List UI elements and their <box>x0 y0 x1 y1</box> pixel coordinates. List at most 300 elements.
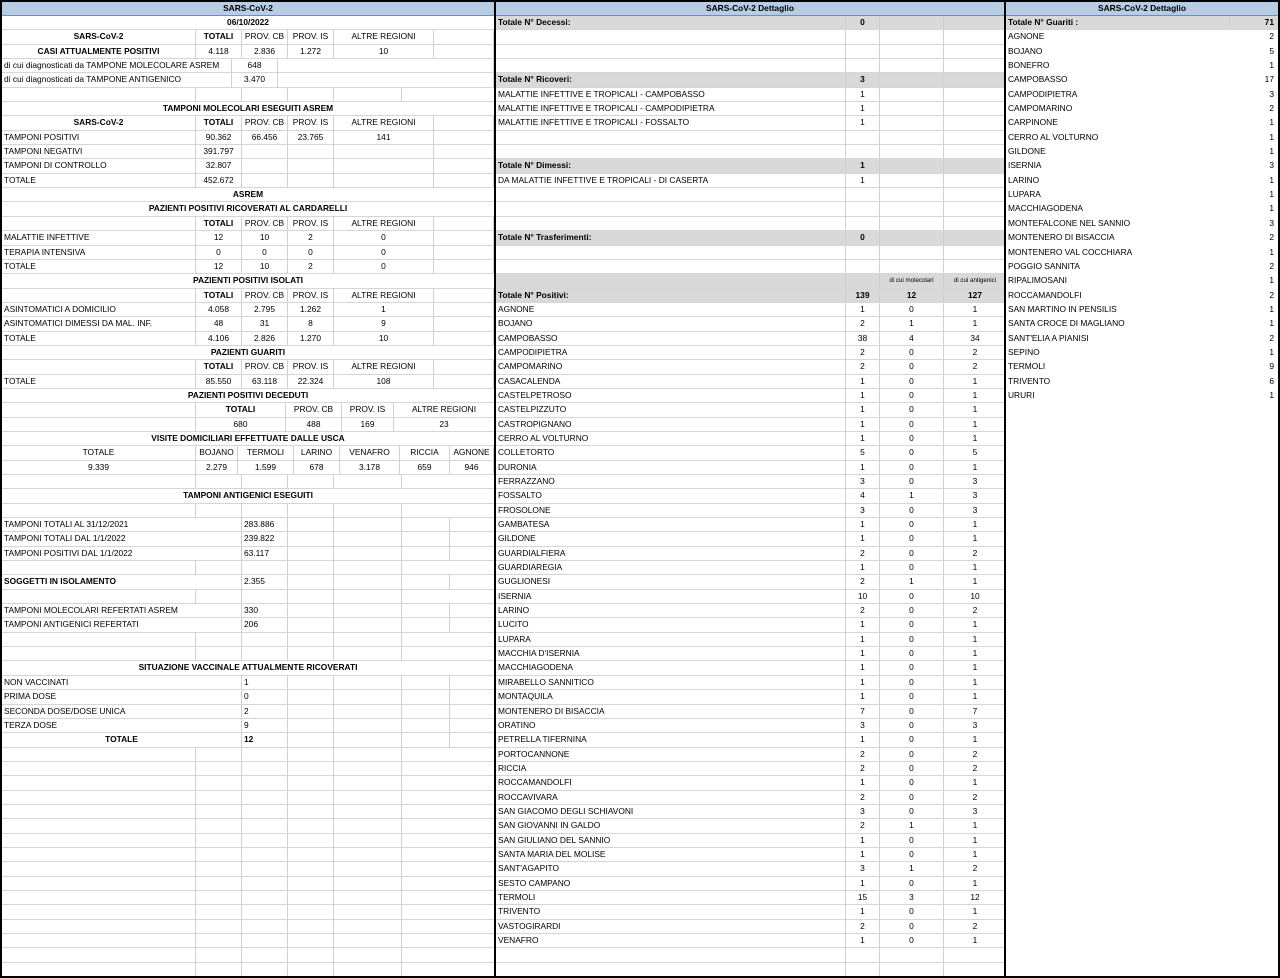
left-table <box>2 16 494 977</box>
comune-totale: 1 <box>846 403 880 416</box>
comune-row <box>1006 231 1278 245</box>
empty-cell <box>196 475 242 488</box>
comune-name: AGNONE <box>1008 31 1045 42</box>
empty-cell <box>2 834 196 847</box>
row-label: ASINTOMATICI A DOMICILIO <box>2 303 196 316</box>
antigenici-row <box>2 518 494 532</box>
empty-cell <box>2 633 196 646</box>
value: 2.355 <box>242 575 288 588</box>
empty-cell <box>496 145 846 158</box>
row-label: TAMPONI MOLECOLARI REFERTATI ASREM <box>2 604 242 617</box>
empty-cell <box>880 88 944 101</box>
row-label: TOTALE <box>2 332 196 345</box>
section-title: TAMPONI MOLECOLARI ESEGUITI ASREM <box>162 103 334 114</box>
empty-cell <box>434 260 494 273</box>
comune-guariti: 1 <box>1269 117 1274 128</box>
empty-cell <box>402 561 496 574</box>
comune-antigenici: 1 <box>972 906 978 917</box>
empty-cell <box>434 159 494 172</box>
guariti-value: 71 <box>1264 17 1274 27</box>
empty-cell <box>288 791 334 804</box>
empty-cell <box>402 819 496 832</box>
comune-name: CASACALENDA <box>496 375 846 388</box>
comune-molecolari: 0 <box>880 375 944 388</box>
empty-cell <box>242 762 288 775</box>
empty-cell <box>450 532 494 545</box>
empty-cell <box>846 202 880 215</box>
comune-name: LUCITO <box>496 618 846 631</box>
empty-cell <box>2 877 196 890</box>
empty-cell <box>402 891 496 904</box>
empty-cell <box>402 475 496 488</box>
empty-cell <box>242 776 288 789</box>
empty-cell <box>334 862 402 875</box>
comune-row <box>496 375 1004 389</box>
empty-cell <box>2 748 196 761</box>
empty-cell <box>450 575 494 588</box>
comune-totale: 2 <box>846 547 880 560</box>
value-totali: 4.118 <box>196 45 242 58</box>
comune-name: SESTO CAMPANO <box>496 877 846 890</box>
empty-cell <box>944 963 1006 976</box>
comune-row <box>496 504 1004 518</box>
empty-cell <box>334 748 402 761</box>
comune-totale: 1 <box>846 834 880 847</box>
comune-antigenici: 2 <box>972 748 978 759</box>
value-prov-cb: 31 <box>242 317 288 330</box>
empty-cell <box>334 791 402 804</box>
value-prov-cb: 66.456 <box>242 131 288 144</box>
empty-cell <box>402 948 496 961</box>
empty-cell <box>944 131 1006 144</box>
empty-cell <box>434 317 494 330</box>
comune-molecolari: 0 <box>880 776 944 789</box>
comune-name: CAMPOMARINO <box>1008 103 1073 114</box>
comune-row <box>1006 145 1278 159</box>
comune-row <box>496 690 1004 704</box>
empty-cell <box>196 590 242 603</box>
spacer-row <box>2 948 494 962</box>
value-totali: 452.672 <box>196 174 242 187</box>
empty-cell <box>196 791 242 804</box>
tamponi-row <box>2 159 494 173</box>
comune-name: MONTENERO VAL COCCHIARA <box>1008 246 1133 257</box>
empty-cell <box>402 877 496 890</box>
spacer-row <box>2 561 494 575</box>
empty-cell <box>880 260 944 273</box>
comune-guariti: 1 <box>1269 346 1274 357</box>
empty-cell <box>434 303 494 316</box>
ricoveri-label: Totale N° Ricoveri: <box>496 73 846 86</box>
empty-cell <box>196 762 242 775</box>
empty-cell <box>242 920 288 933</box>
value-altre-regioni <box>334 174 434 187</box>
empty-cell <box>242 877 288 890</box>
comune-row <box>496 317 1004 331</box>
comune-name: MIRABELLO SANNITICO <box>496 676 846 689</box>
empty-cell <box>402 762 496 775</box>
comune-row <box>496 360 1004 374</box>
row-label: TERAPIA INTENSIVA <box>2 246 196 259</box>
comune-name: FERRAZZANO <box>496 475 846 488</box>
empty-cell <box>334 633 402 646</box>
column-header-prov-is: PROV. IS <box>288 116 334 129</box>
comune-antigenici: 1 <box>972 404 978 415</box>
comune-name: COLLETORTO <box>496 446 846 459</box>
comune-molecolari: 1 <box>880 819 944 832</box>
comune-row <box>1006 159 1278 173</box>
section-title-row <box>2 202 494 216</box>
comune-totale: 2 <box>846 748 880 761</box>
comune-guariti: 2 <box>1269 289 1274 300</box>
right-table <box>1006 16 1278 403</box>
value: 3.470 <box>232 73 278 86</box>
empty-cell <box>2 848 196 861</box>
empty-cell <box>334 475 402 488</box>
value-altre-regioni <box>334 145 434 158</box>
row-label: TOTALE <box>2 174 196 187</box>
comune-row <box>496 676 1004 690</box>
empty-cell <box>846 963 880 976</box>
report-date: 06/10/2022 <box>227 17 269 27</box>
comune-row <box>496 920 1004 934</box>
decessi-row <box>496 16 1004 30</box>
usca-header-cell: BOJANO <box>196 446 238 459</box>
empty-cell <box>402 748 496 761</box>
empty-cell <box>334 920 402 933</box>
empty-cell <box>944 59 1006 72</box>
value-altre-regioni: 0 <box>334 246 434 259</box>
empty-cell <box>2 891 196 904</box>
comune-row <box>496 403 1004 417</box>
comune-name: SAN MARTINO IN PENSILIS <box>1008 303 1117 314</box>
comune-antigenici: 2 <box>972 791 978 802</box>
comune-row <box>1006 332 1278 346</box>
empty-cell <box>288 776 334 789</box>
comune-name: MONTENERO DI BISACCIA <box>1008 232 1115 243</box>
empty-cell <box>450 547 494 560</box>
comune-totale: 1 <box>846 733 880 746</box>
value: 12 <box>242 733 288 746</box>
comune-row <box>496 719 1004 733</box>
comune-antigenici: 3 <box>972 719 978 730</box>
column-header-prov-is: PROV. IS <box>288 217 334 230</box>
comune-molecolari: 1 <box>880 489 944 502</box>
row-label: TOTALE <box>2 260 196 273</box>
value-altre-regioni: 0 <box>334 231 434 244</box>
empty-cell <box>944 246 1006 259</box>
empty-cell <box>402 733 450 746</box>
column-header-prov-cb: PROV. CB <box>242 289 288 302</box>
empty-cell <box>496 30 846 43</box>
comune-totale: 1 <box>846 518 880 531</box>
value-altre-regioni: 141 <box>334 131 434 144</box>
comune-molecolari: 0 <box>880 647 944 660</box>
comune-row <box>496 389 1004 403</box>
comune-molecolari: 1 <box>880 575 944 588</box>
comune-totale: 1 <box>846 633 880 646</box>
comune-antigenici: 2 <box>972 863 978 874</box>
comune-totale: 2 <box>846 604 880 617</box>
comune-row <box>496 633 1004 647</box>
comune-row <box>496 575 1004 589</box>
comune-row <box>496 590 1004 604</box>
empty-cell <box>196 862 242 875</box>
empty-cell <box>846 260 880 273</box>
comune-name: ISERNIA <box>1008 160 1042 171</box>
empty-cell <box>880 231 944 244</box>
empty-cell <box>242 905 288 918</box>
comune-guariti: 2 <box>1269 260 1274 271</box>
empty-cell <box>944 159 1006 172</box>
empty-cell <box>334 719 402 732</box>
usca-value-cell: 3.178 <box>340 461 400 474</box>
comune-name: LARINO <box>496 604 846 617</box>
empty-cell <box>288 733 334 746</box>
empty-cell <box>334 532 402 545</box>
empty-cell <box>402 604 450 617</box>
value-totali: 90.362 <box>196 131 242 144</box>
comune-molecolari: 0 <box>880 848 944 861</box>
sub-header-antigenici: di cui antigenici <box>953 277 997 285</box>
comune-totale: 2 <box>846 762 880 775</box>
comune-totale: 1 <box>846 618 880 631</box>
value-altre-regioni: 108 <box>334 375 434 388</box>
comune-antigenici: 1 <box>972 834 978 845</box>
empty-cell <box>242 963 288 976</box>
section-title-row <box>2 661 494 675</box>
vaccini-row <box>2 719 494 733</box>
empty-cell <box>334 504 402 517</box>
row-label: TAMPONI TOTALI DAL 1/1/2022 <box>2 532 242 545</box>
empty-cell <box>944 174 1006 187</box>
empty-cell <box>2 590 196 603</box>
comune-row <box>496 432 1004 446</box>
comune-name: SANT'ELIA A PIANISI <box>1008 332 1089 343</box>
empty-cell <box>434 360 494 373</box>
comune-row <box>496 618 1004 632</box>
comune-molecolari: 0 <box>880 461 944 474</box>
comune-antigenici: 10 <box>970 590 980 601</box>
spacer-row <box>496 948 1004 962</box>
spacer-row <box>2 762 494 776</box>
empty-cell <box>880 202 944 215</box>
empty-cell <box>242 862 288 875</box>
column-header-row <box>2 116 494 130</box>
row-label: TAMPONI DI CONTROLLO <box>2 159 196 172</box>
empty-cell <box>334 561 402 574</box>
value: 63.117 <box>242 547 288 560</box>
comune-molecolari: 0 <box>880 403 944 416</box>
column-header-totali: TOTALI <box>196 360 242 373</box>
comune-name: SAN GIULIANO DEL SANNIO <box>496 834 846 847</box>
value-prov-cb: 0 <box>242 246 288 259</box>
comune-antigenici: 1 <box>972 777 978 788</box>
comune-row <box>496 604 1004 618</box>
value-totali: 4.106 <box>196 332 242 345</box>
empty-cell <box>196 848 242 861</box>
empty-cell <box>496 59 846 72</box>
spacer-row <box>2 834 494 848</box>
column-header-prov-is: PROV. IS <box>288 30 334 43</box>
empty-cell <box>846 131 880 144</box>
comune-antigenici: 2 <box>972 346 978 357</box>
comune-name: FOSSALTO <box>496 489 846 502</box>
value-totali: 391.797 <box>196 145 242 158</box>
comune-totale: 4 <box>846 489 880 502</box>
value-prov-is: 8 <box>288 317 334 330</box>
empty-cell <box>288 819 334 832</box>
empty-cell <box>288 705 334 718</box>
empty-cell <box>288 475 334 488</box>
section-title-row <box>2 389 494 403</box>
empty-cell <box>2 475 196 488</box>
comune-molecolari: 0 <box>880 834 944 847</box>
comune-molecolari: 0 <box>880 690 944 703</box>
empty-cell <box>434 332 494 345</box>
value-prov-is: 2 <box>288 260 334 273</box>
comune-guariti: 1 <box>1269 203 1274 214</box>
ricovero-row <box>496 116 1004 130</box>
comune-name: MONTEFALCONE NEL SANNIO <box>1008 217 1131 228</box>
comune-antigenici: 1 <box>972 432 978 443</box>
comune-row <box>1006 246 1278 260</box>
value: 239.822 <box>242 532 288 545</box>
right-panel <box>1004 0 1280 978</box>
empty-cell <box>242 748 288 761</box>
empty-cell <box>2 805 196 818</box>
ricovero-row <box>496 102 1004 116</box>
comune-totale: 2 <box>846 819 880 832</box>
empty-cell <box>434 289 494 302</box>
value-totali: 680 <box>196 418 286 431</box>
comune-totale: 1 <box>846 561 880 574</box>
comune-molecolari: 3 <box>880 891 944 904</box>
comune-name: GUARDIAREGIA <box>496 561 846 574</box>
value: 283.886 <box>242 518 288 531</box>
empty-cell <box>402 791 496 804</box>
left-panel <box>0 0 496 978</box>
empty-cell <box>2 948 196 961</box>
empty-cell <box>288 532 334 545</box>
comune-molecolari: 0 <box>880 547 944 560</box>
empty-cell <box>944 231 1006 244</box>
spacer-row <box>496 131 1004 145</box>
comune-antigenici: 1 <box>972 691 978 702</box>
empty-cell <box>846 30 880 43</box>
comune-row <box>496 776 1004 790</box>
empty-cell <box>434 375 494 388</box>
comune-row <box>496 748 1004 762</box>
vaccini-row <box>2 676 494 690</box>
comune-molecolari: 0 <box>880 676 944 689</box>
comune-row <box>1006 274 1278 288</box>
empty-cell <box>402 705 450 718</box>
comune-totale: 7 <box>846 705 880 718</box>
ricoveri-row <box>496 73 1004 87</box>
usca-header-cell: VENAFRO <box>340 446 400 459</box>
comune-row <box>496 877 1004 891</box>
spacer-row <box>2 504 494 518</box>
empty-cell <box>880 145 944 158</box>
value: 206 <box>242 618 288 631</box>
sub-header-molecolari: di cui molecolari <box>880 274 944 287</box>
empty-cell <box>402 690 450 703</box>
empty-cell <box>880 116 944 129</box>
comune-totale: 1 <box>846 461 880 474</box>
empty-cell <box>434 145 494 158</box>
column-header-row <box>2 217 494 231</box>
comune-antigenici: 2 <box>972 920 978 931</box>
empty-cell <box>242 819 288 832</box>
empty-cell <box>402 834 496 847</box>
comune-row <box>496 805 1004 819</box>
comune-guariti: 2 <box>1269 232 1274 243</box>
comune-name: CAMPOBASSO <box>496 332 846 345</box>
empty-cell <box>196 748 242 761</box>
empty-cell <box>402 88 496 101</box>
empty-cell <box>434 116 494 129</box>
column-header-totali: TOTALI <box>196 217 242 230</box>
empty-cell <box>846 188 880 201</box>
usca-value-cell: 946 <box>450 461 494 474</box>
row-label: MALATTIE INFETTIVE E TROPICALI - CAMPODIPIETRA <box>496 102 846 115</box>
comune-row <box>1006 116 1278 130</box>
empty-cell <box>334 819 402 832</box>
spacer-row <box>496 260 1004 274</box>
usca-header-cell: TERMOLI <box>238 446 294 459</box>
spacer-row <box>496 246 1004 260</box>
middle-table <box>496 16 1004 978</box>
empty-cell <box>944 88 1006 101</box>
spacer-row <box>2 776 494 790</box>
comune-name: GUARDIALFIERA <box>496 547 846 560</box>
empty-cell <box>334 934 402 947</box>
empty-cell <box>402 905 496 918</box>
empty-cell <box>288 690 334 703</box>
value-totali: 0 <box>196 246 242 259</box>
comune-molecolari: 0 <box>880 303 944 316</box>
empty-cell <box>2 504 196 517</box>
usca-value-cell: 1.599 <box>238 461 294 474</box>
comune-name: MONTAQUILA <box>496 690 846 703</box>
row-label: TAMPONI POSITIVI <box>2 131 196 144</box>
empty-cell <box>846 45 880 58</box>
comune-molecolari: 0 <box>880 532 944 545</box>
empty-cell <box>2 963 196 976</box>
section-title: PAZIENTI POSITIVI ISOLATI <box>193 275 303 286</box>
comune-totale: 2 <box>846 575 880 588</box>
comune-row <box>1006 188 1278 202</box>
trasferimenti-row <box>496 231 1004 245</box>
refertati-row <box>2 618 494 632</box>
comune-molecolari: 0 <box>880 705 944 718</box>
empty-cell <box>846 274 880 287</box>
column-header-altre-regioni: ALTRE REGIONI <box>411 404 477 415</box>
comune-totale: 1 <box>846 877 880 890</box>
spacer-row <box>2 88 494 102</box>
spacer-row <box>496 202 1004 216</box>
comune-name: DURONIA <box>496 461 846 474</box>
comune-antigenici: 1 <box>972 375 978 386</box>
empty-cell <box>242 561 288 574</box>
empty-cell <box>242 934 288 947</box>
comune-row <box>496 705 1004 719</box>
value-prov-cb <box>242 174 288 187</box>
usca-value-cell: 2.279 <box>196 461 238 474</box>
comune-name: CAMPODIPIETRA <box>496 346 846 359</box>
vaccini-row <box>2 705 494 719</box>
